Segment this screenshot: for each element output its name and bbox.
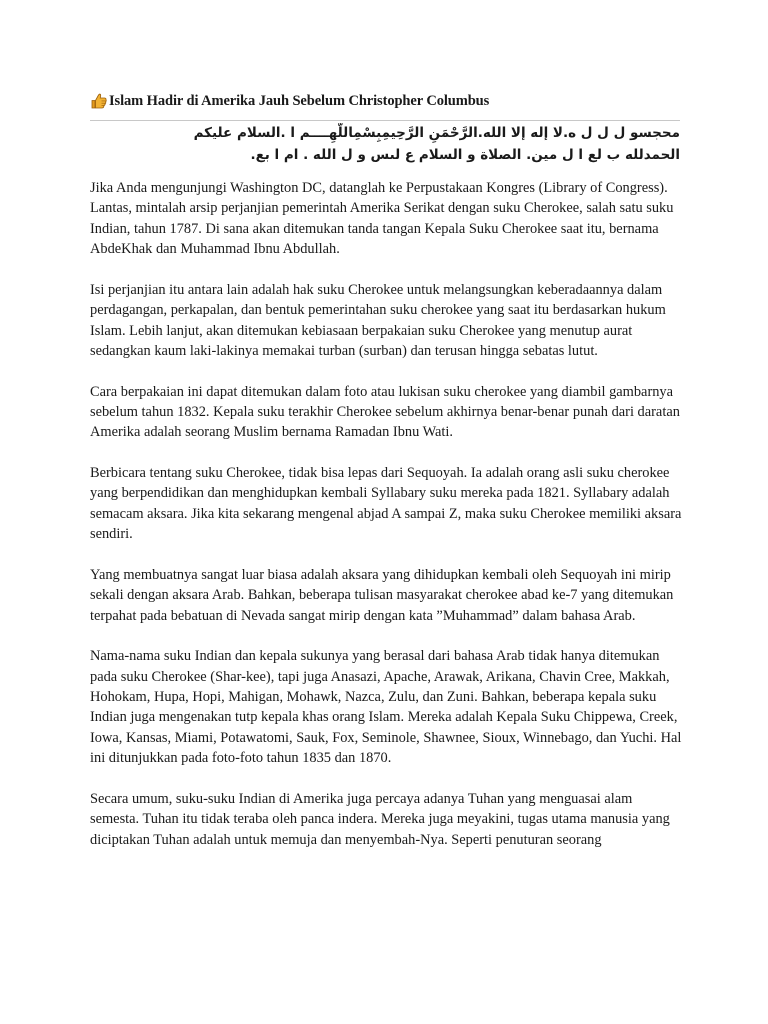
article-title-row [90, 90, 680, 112]
paragraph: Jika Anda mengunjungi Washington DC, datanglah ke Perpustakaan Kongres (Library of Congress). Lantas, mintalah arsip perjanjian pemerintah Amerika Serikat dengan suku Cherokee, salah satu suku Indian, tahun 1787. Di sana akan ditemukan tanda tangan Kepala Suku Cherokee saat itu, bernama AbdeKhak dan Muhammad Ibnu Abdullah. [90, 180, 674, 258]
paragraph: Yang membuatnya sangat luar biasa adalah aksara yang dihidupkan kembali oleh Sequoyah ini mirip sekali dengan aksara Arab. Bahkan, beberapa tulisan masyarakat cherokee abad ke-7 yang ditemukan terpahat pada bebatuan di Nevada sangat mirip dengan kata ”Muhammad” dalam bahasa Arab. [90, 566, 674, 624]
paragraph: Nama-nama suku Indian dan kepala sukunya yang berasal dari bahasa Arab tidak hanya ditemukan pada suku Cherokee (Shar-kee), tapi juga Anasazi, Apache, Arawak, Arikana, Chavin Cree, Makkah, Hohokam, Hupa, Hopi, Mahigan, Mohawk, Nazca, Zulu, dan Zuni. Bahkan, beberapa kepala suku Indian juga mengenakan tutp kepala khas orang Islam. Mereka adalah Kepala Suku Chippewa, Creek, Iowa, Kansas, Miami, Potawatomi, Sauk, Fox, Seminole, Shawnee, Sioux, Winnebago, dan Yuchi. Hal ini ditunjukkan pada foto-foto tahun 1835 dan 1870. [90, 648, 682, 767]
article-body [90, 178, 682, 870]
paragraph: Cara berpakaian ini dapat ditemukan dalam foto atau lukisan suku cherokee yang diambil gambarnya sebelum tahun 1832. Kepala suku terakhir Cherokee sebelum akhirnya benar-benar punah dari daratan Amerika adalah seorang Muslim bernama Ramadan Ibnu Wati. [90, 383, 680, 441]
thumbs-up-icon [90, 92, 108, 110]
arabic-greeting-line-2: الحمدلله ب لع ا ل مين. الصلاة و السلام ع لىس و ل الله . ام ا بع. [250, 147, 680, 163]
article-title: Islam Hadir di Amerika Jauh Sebelum Christopher Columbus [109, 92, 490, 109]
arabic-greeting-line-1: محجسو ل ل ل ه.لا إله إلا الله.الرَّحْمَنِ الرَّحِيمِبِسْمِاللَّهِــــم ا .السلام عليكم [193, 125, 680, 141]
paragraph: Secara umum, suku-suku Indian di Amerika juga percaya adanya Tuhan yang menguasai alam semesta. Tuhan itu tidak teraba oleh panca indera. Mereka juga meyakini, tugas utama manusia yang diciptakan Tuhan adalah untuk memuja dan menyembah-Nya. Seperti penuturan seorang [90, 790, 670, 848]
paragraph: Isi perjanjian itu antara lain adalah hak suku Cherokee untuk melangsungkan keberadaannya dalam perdagangan, perkapalan, dan bentuk pemerintahan suku cherokee yang saat itu berdasarkan hukum Islam. Lebih lanjut, akan ditemukan kebiasaan berpakaian suku Cherokee yang menutup aurat sedangkan kaum laki-lakinya memakai turban (surban) dan terusan hingga sebatas lutut. [90, 281, 666, 360]
paragraph: Berbicara tentang suku Cherokee, tidak bisa lepas dari Sequoyah. Ia adalah orang asli suku cherokee yang berpendidikan dan menghidupkan kembali Syllabary suku mereka pada 1821. Syllabary adalah semacam aksara. Jika kita sekarang mengenal abjad A sampai Z, maka suku Cherokee memiliki aksara sendiri. [90, 465, 682, 543]
title-divider [90, 120, 680, 121]
